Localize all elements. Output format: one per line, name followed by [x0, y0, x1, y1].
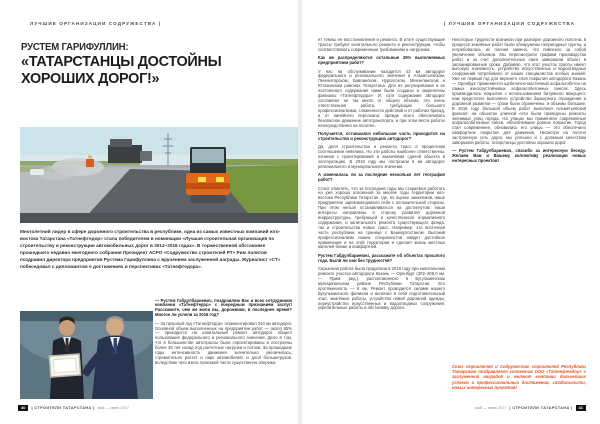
- right-page-column-2: [452, 38, 586, 338]
- question-2: Как же распределяются остальные 35% выполняемых предприятием работ?: [318, 55, 445, 66]
- road-construction-illustration: [20, 127, 298, 223]
- issue-date-left: май — июнь 2017: [97, 406, 129, 410]
- lead-paragraph: Многолетний лидер в сфере дорожного строительства в республике, одна из самых известных компаний юго-востока Татарстана «Татнефтедор» стала победителем в номинации «Лучшая строительная организация по строительству и реконструкции автомобильных дорог в 2012–2016 годах». В торжественной обстановке прошедшего недавно ежегодного собрания Президент АСРО «Содружество строителей РТ» Рим Халитов поздравил директора предприятия Рустема Гарифуллина с вручением заслуженной награды. Журналист «СТ» побеседовал с дипломантом о достижениях и перспективах «Татнефтедора».: [20, 229, 281, 269]
- left-page-column: [155, 297, 292, 399]
- running-header-left: ЛУЧШИЕ ОРГАНИЗАЦИИ СОДРУЖЕСТВА |: [30, 21, 162, 26]
- page-number-left: 40: [18, 405, 28, 411]
- question-4: А изменилась ли за последние несколько лет география работ?: [318, 172, 445, 183]
- magazine-name-left: | СТРОИТЕЛИ ТАТАРСТАНА |: [31, 406, 95, 410]
- answer-5-part1: Серьезная работа была проделана в 2016 году при капитальном ремонте участка автодороги Казань — Оренбург (302–308,0 км. — Прим. ред.), расположенного в Бугульминском муниципальном районе Республики Татарстан. Его протяженность — 6 км. Ремонт проводился силами нашего Бугульминского филиала и включал в себя подготовительный этап, земляные работы, устройство новой дорожной одежды, переустройство искусственных и водоотводных сооружений, укрепительные работы и обстановку дороги.: [318, 266, 445, 311]
- congratulation-pull-quote: Союз строителей и Содружество строителей Республики Татарстан поздравляют коллектив ООО «Татнефтедор» с заслуженной наградой и желают компании дальнейших успехов и профессиональных достижений, стабильности, новых интересных проектов!: [452, 364, 586, 390]
- road-roller: [186, 147, 230, 203]
- footer-left: [18, 405, 129, 411]
- answer-3: Да, доля строительства и ремонта трасс в процентном соотношении невелика. Но эти работы наиболее ответственны, начиная с проектирования и заканчивая сдачей объекта в эксплуатацию. В 2016 году мы построили 6 км автодорог регионального и муниципального значения.: [318, 144, 445, 169]
- magazine-name-right: | СТРОИТЕЛИ ТАТАРСТАНА |: [509, 406, 573, 410]
- answer-2: У нас на обслуживании находится 43 км автодорог федерального и регионального значения в Альметьевском, Лениногорском, Бавлинском, Нурлатском, Мензелинском и Ютазинском районах Татарстана. Для их регулирования и их постоянного содержания нами были созданы и закреплены филиалы «Татнефтедора». И, хотя содержание автодорог составляет не так много от общего объема, это очень ответственная работа, требующая большого профессионализма, слаженности действий и от рабочих бригад, и от линейного персонала: прежде всего обеспечивать безопасное движение автотранспорта, и при этом вести работы непосредственно на полотне.: [318, 68, 445, 128]
- award-ceremony-photo: [20, 311, 153, 399]
- page-title: «ТАТАРСТАНЦЫ ДОСТОЙНЫ ХОРОШИХ ДОРОГ!»: [21, 53, 222, 87]
- issue-date-right: май — июнь 2017: [475, 406, 507, 410]
- answer-5-part2: Некоторые трудности возникли при разборке дорожного полотна: в процессе земляных работ были обнаружены непригодные грунты, и потребовалась их полная замена, что повлекло за собой увеличение объемов. Мы пересмотрели графики производства работ и за счет дополнительных смен завершили объект в запланированные сроки. Добавлю, что этот участок трассы имеет высокую значимость: устройство искусственных и водоотводных сооружений потребовало от наших специалистов особых знаний. Уже не первый год для верхнего слоя покрытия автодороги Казань — Оренбург применяется щебеночно-мастичный асфальтобетон на самых износоустойчивых асфальтобетонных смесях. Здесь производилось покрытие с использованием битумного вяжущего; нам предстояло выполнить устройство барьерного ограждения и дорожной разметки — сроки были ограничены, и объемы большие. В 2016 году большой объем работ выполнил Альметьевский филиал: на объектах уличной сети были проведены ремонты значимых улиц города. На улицах мы применяли современные асфальтобетонные смеси, обеспечившие ровное покрытие. Город стал современнее, обновились его улицы — это обеспечило комфортное покрытие для движения. Несмотря на плотно застроенную сеть дорог, мы успешно и с должным качеством завершили работы: татарстанцы достойны хороших дорог.: [452, 38, 586, 146]
- page-spine-divider: [297, 0, 303, 424]
- closing-remark: — Рустем Габдулбариевич, спасибо за интересную беседу. Желаем Вам и Вашему коллективу реализации новых интересных проектов!: [452, 148, 586, 164]
- answer-1: — За прошлый год «Татнефтедор» отремонтировал 310 км автодорог. Основной объем выполненных на предприятии работ — около 65% — приходится на капитальный ремонт автодорог общего пользования федерального и регионального значения. Дело в том, что в большинстве автотрассы были спроектированы и построены более 30 лет назад под расчетные нагрузки и потоки. За прошедшие годы интенсивность движения значительно увеличилась, стремительно растет и парк автомобилей, и доля большегрузов, вследствие чего износ проезжей части существенно опережа-: [155, 320, 292, 365]
- question-5: Рустем Габдулбариевич, расскажите об объектах прошлого года. Были ли они без трудностей?: [318, 252, 445, 263]
- question-3: Получается, оставшаяся небольшая часть приходится на строительство и реконструкцию автодорог?: [318, 130, 445, 141]
- road-construction-photo: [20, 127, 298, 223]
- headline-kicker: РУСТЕМ ГАРИФУЛЛИН:: [21, 42, 129, 53]
- question-1: — Рустем Габдулбариевич, поздравляю Вас и всех сотрудников компании «Татнефтедор» с очередным признанием заслуг! Расскажите, чем же жили вы, дорожники, в последнее время? Многое ли успели за 2016 год?: [155, 297, 292, 318]
- right-page-column-1: [318, 38, 445, 402]
- award-ceremony-illustration: [20, 311, 153, 399]
- answer-4: Стоит отметить, что за последние годы мы стараемся работать на уже хорошо освоенной за многие годы территории юго-востока Республики Татарстан, где, по оценке заказчиков, наше предприятие зарекомендовало себя с положительной стороны. При этом нельзя останавливаться на достигнутом: наши интересы направлены в сторону развития дорожной инфраструктуры, требующей и качественного нормативного содержания, и капитального ремонта существующего фонда, так и строительства новых трасс. Например, это восточная часть республики на границе с Башкортостаном. Высокий профессионализм наших специалистов найдет достойное применение и на этой территории и сделает жизнь местных жителей ближе и комфортней.: [318, 185, 445, 250]
- car: [30, 169, 44, 175]
- footer-right: [475, 405, 586, 411]
- page-number-right: 41: [576, 405, 586, 411]
- answer-1-continued: ет темпы ее восстановления и ремонта. В итоге существующие трассы требуют капитального ремонта и реконструкции, чтобы соответствовать современным требованиям и нагрузкам.: [318, 38, 445, 52]
- running-header-right: | ЛУЧШИЕ ОРГАНИЗАЦИИ СОДРУЖЕСТВА: [443, 21, 575, 26]
